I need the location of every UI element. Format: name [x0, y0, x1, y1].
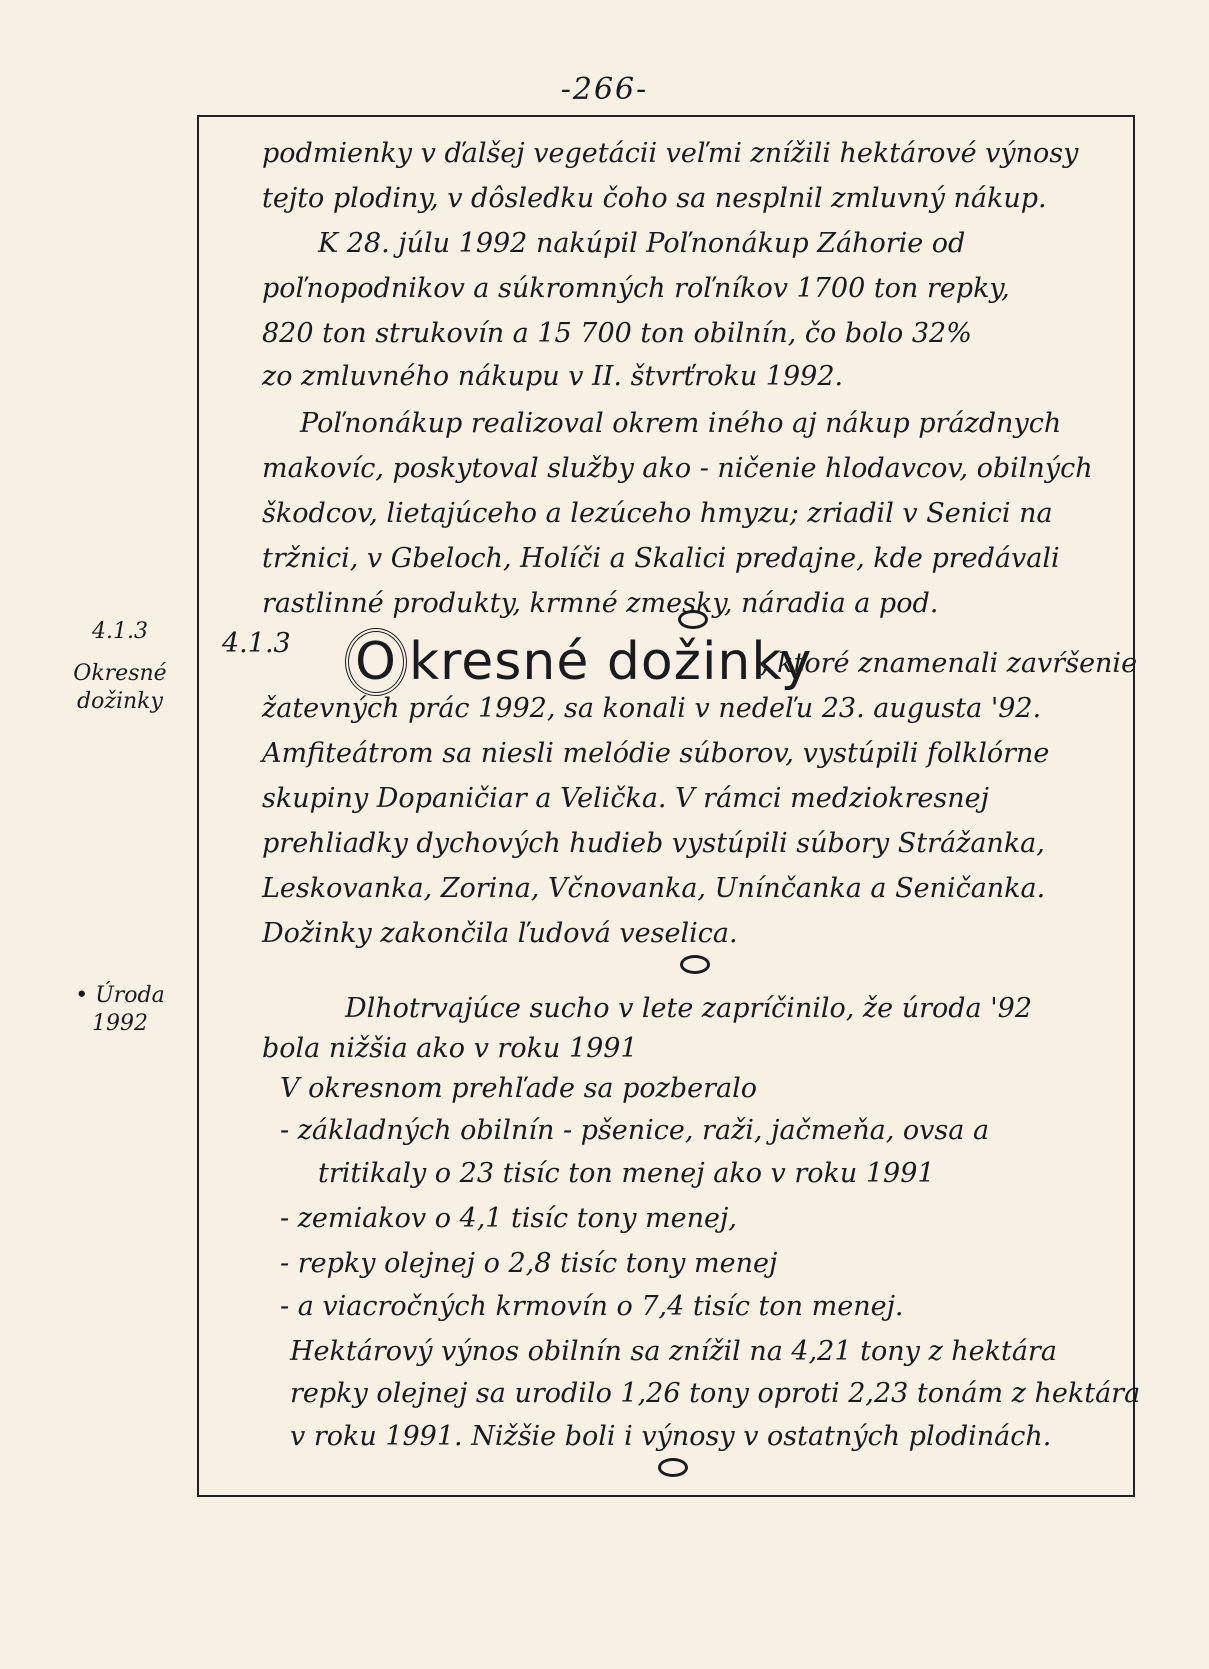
text-line: tritikaly o 23 tisíc ton menej ako v roku 1991 — [318, 1158, 935, 1189]
section-title-rest: kresné dožinky — [408, 632, 813, 692]
text-line: poľnopodnikov a súkromných roľníkov 1700 ton repky, — [262, 273, 1010, 304]
text-line: repky olejnej sa urodilo 1,26 tony oproti 2,23 tonám z hektára — [290, 1378, 1141, 1409]
margin-section-number: 4.1.3 — [92, 619, 148, 644]
text-line: tejto plodiny, v dôsledku čoho sa nesplnil zmluvný nákup. — [262, 183, 1047, 214]
text-line: - zemiakov o 4,1 tisíc tony menej, — [280, 1203, 737, 1234]
text-line: podmienky v ďalšej vegetácii veľmi znížili hektárové výnosy — [262, 138, 1079, 169]
text-line: prehliadky dychových hudieb vystúpili súbory Strážanka, — [262, 828, 1045, 859]
text-line: makovíc, poskytoval služby ako - ničenie hlodavcov, obilných — [262, 453, 1093, 484]
text-line: tržnici, v Gbeloch, Holíči a Skalici predajne, kde predávali — [262, 543, 1060, 574]
section-divider-mark — [680, 955, 710, 974]
text-line: Hektárový výnos obilnín sa znížil na 4,21 tony z hektára — [290, 1336, 1057, 1367]
text-line: v roku 1991. Nižšie boli i výnosy v ostatných plodinách. — [290, 1421, 1052, 1452]
text-line: Poľnonákup realizoval okrem iného aj nákup prázdnych — [300, 408, 1062, 439]
text-line: - a viacročných krmovín o 7,4 tisíc ton menej. — [280, 1291, 904, 1322]
margin-harvest-note — [60, 982, 180, 1037]
text-line: žatevných prác 1992, sa konali v nedeľu 23. augusta '92. — [262, 693, 1042, 724]
margin-harvest-line-1: • Úroda — [75, 983, 165, 1008]
margin-harvest-line-2: 1992 — [92, 1010, 148, 1036]
text-line: K 28. júlu 1992 nakúpil Poľnonákup Záhorie od — [318, 228, 966, 259]
section-divider-mark — [678, 610, 708, 629]
page-number: -266- — [560, 72, 649, 107]
text-line: - repky olejnej o 2,8 tisíc tony menej — [280, 1248, 778, 1279]
section-number: 4.1.3 — [222, 628, 291, 659]
text-line: Leskovanka, Zorina, Včnovanka, Unínčanka a Seničanka. — [262, 873, 1046, 904]
text-line: Amfiteátrom sa niesli melódie súborov, vystúpili folklórne — [262, 738, 1050, 769]
text-line: - základných obilnín - pšenice, raži, jačmeňa, ovsa a — [280, 1115, 990, 1146]
text-line: zo zmluvného nákupu v II. štvrťroku 1992. — [262, 361, 844, 392]
text-line: rastlinné produkty, krmné zmesky, náradia a pod. — [262, 588, 939, 619]
text-line: Dožinky zakončila ľudová veselica. — [262, 918, 738, 949]
text-line: , ktoré znamenali zavŕšenie — [760, 648, 1138, 679]
text-line: V okresnom prehľade sa pozberalo — [280, 1073, 758, 1104]
margin-title-line-1: Okresné — [73, 661, 167, 686]
text-line: 820 ton strukovín a 15 700 ton obilnín, čo bolo 32% — [262, 318, 972, 349]
margin-title-line-2: dožinky — [77, 688, 163, 714]
text-line: Dlhotrvajúce sucho v lete zapríčinilo, že úroda '92 — [345, 993, 1032, 1024]
section-divider-mark — [658, 1458, 688, 1477]
section-title-initial: O — [345, 628, 407, 696]
text-line: škodcov, lietajúceho a lezúceho hmyzu; zriadil v Senici na — [262, 498, 1053, 529]
margin-section-title — [60, 660, 180, 715]
section-title — [345, 628, 812, 696]
text-line: bola nižšia ako v roku 1991 — [262, 1033, 638, 1064]
text-line: skupiny Dopaničiar a Velička. V rámci medziokresnej — [262, 783, 989, 814]
